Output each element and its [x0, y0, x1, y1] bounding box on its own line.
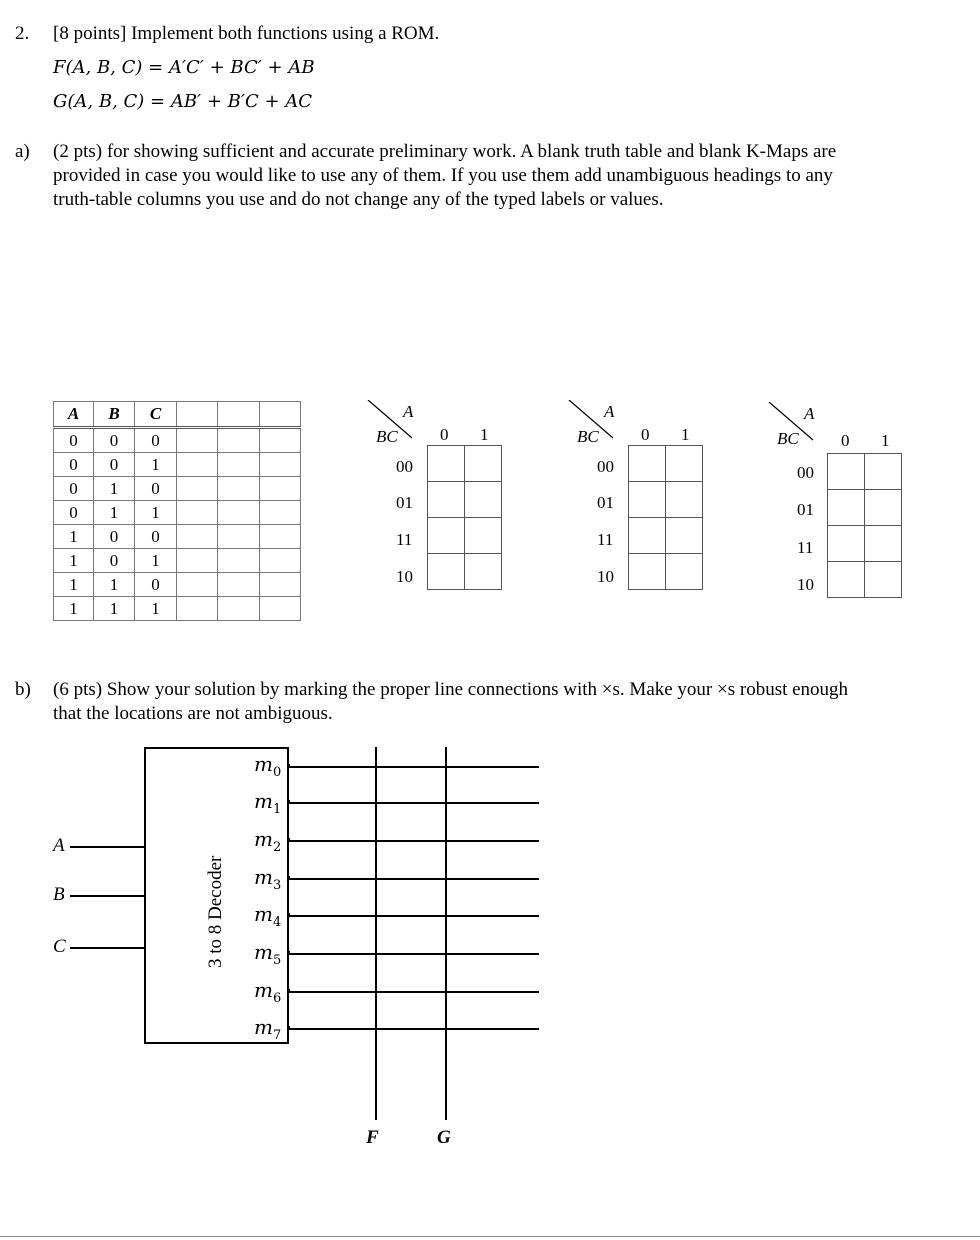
header-blank-3[interactable] [260, 402, 301, 428]
problem-number: 2. [15, 23, 30, 44]
cell: 0 [135, 525, 177, 549]
output-line-m2[interactable] [288, 840, 539, 842]
kmap-3 [767, 402, 907, 612]
kmap-row-10: 10 [396, 567, 413, 586]
truth-table [53, 401, 301, 621]
output-m3-label: $m_3$ [254, 865, 282, 893]
output-line-g[interactable] [445, 747, 447, 1120]
problem-title: [8 points] Implement both functions using a ROM. [53, 23, 440, 44]
blank-cell[interactable] [218, 573, 260, 597]
blank-cell[interactable] [218, 428, 260, 453]
blank-cell[interactable] [260, 549, 301, 573]
kmap-row-11: 11 [597, 530, 614, 549]
output-line-m0[interactable] [288, 766, 539, 768]
kmap-1 [366, 400, 506, 610]
part-b-label: b) [15, 679, 31, 700]
cell: 1 [94, 477, 135, 501]
cell: 0 [94, 549, 135, 573]
cell: 1 [135, 597, 177, 621]
kmap-row-11: 11 [797, 538, 814, 557]
cell: 1 [135, 453, 177, 477]
kmap-side-var: BC [376, 427, 398, 446]
kmap-row-10: 10 [597, 567, 614, 586]
cell: 1 [135, 501, 177, 525]
kmap-row-01: 01 [597, 493, 614, 512]
input-a-label: A [53, 835, 65, 856]
blank-cell[interactable] [260, 428, 301, 453]
cell: 1 [94, 573, 135, 597]
output-m6-label: $m_6$ [254, 978, 282, 1006]
input-b-line [70, 895, 145, 897]
output-line-m5[interactable] [288, 953, 539, 955]
output-line-m4[interactable] [288, 915, 539, 917]
decoder-title: 3 to 8 Decoder [205, 855, 226, 968]
kmap-grid[interactable] [427, 445, 502, 590]
header-a: A [54, 402, 94, 428]
cell: 1 [54, 597, 94, 621]
blank-cell[interactable] [177, 549, 218, 573]
input-a-line [70, 846, 145, 848]
output-f-label: F [366, 1127, 379, 1148]
blank-cell[interactable] [260, 573, 301, 597]
kmap-row-00: 00 [597, 457, 614, 476]
cell: 1 [54, 525, 94, 549]
kmap-col-1: 1 [881, 431, 890, 450]
kmap-2 [567, 400, 707, 610]
output-m7-label: $m_7$ [254, 1015, 282, 1043]
header-c: C [135, 402, 177, 428]
cell: 0 [135, 428, 177, 453]
table-row [54, 501, 301, 525]
table-row [54, 573, 301, 597]
cell: 0 [54, 453, 94, 477]
table-row [54, 597, 301, 621]
output-line-f[interactable] [375, 747, 377, 1120]
output-line-m7[interactable] [288, 1028, 539, 1030]
blank-cell[interactable] [218, 477, 260, 501]
output-m4-label: $m_4$ [254, 902, 282, 930]
page-bottom-rule [0, 1236, 980, 1237]
header-b: B [94, 402, 135, 428]
blank-cell[interactable] [218, 597, 260, 621]
cell: 0 [135, 573, 177, 597]
table-row [54, 549, 301, 573]
cell: 0 [94, 453, 135, 477]
kmap-row-01: 01 [797, 500, 814, 519]
equation-f: F(A, B, C) = A′C′ + BC′ + AB [53, 57, 315, 78]
cell: 1 [135, 549, 177, 573]
table-row [54, 477, 301, 501]
output-m0-label: $m_0$ [254, 752, 282, 780]
blank-cell[interactable] [177, 597, 218, 621]
cell: 1 [54, 549, 94, 573]
kmap-top-var: A [804, 404, 815, 423]
cell: 1 [94, 597, 135, 621]
table-row [54, 453, 301, 477]
kmap-top-var: A [604, 402, 615, 421]
equation-g: G(A, B, C) = AB′ + B′C + AC [53, 91, 313, 112]
kmap-col-0: 0 [841, 431, 850, 450]
cell: 0 [94, 428, 135, 453]
output-m5-label: $m_5$ [254, 940, 282, 968]
blank-cell[interactable] [177, 477, 218, 501]
blank-cell[interactable] [177, 428, 218, 453]
kmap-row-00: 00 [396, 457, 413, 476]
blank-cell[interactable] [177, 573, 218, 597]
blank-cell[interactable] [218, 549, 260, 573]
part-a-line-2: provided in case you would like to use any of them. If you use them add unambiguous headings to any [53, 165, 833, 186]
cell: 0 [54, 477, 94, 501]
kmap-row-11: 11 [396, 530, 413, 549]
part-a-line-3: truth-table columns you use and do not change any of the typed labels or values. [53, 189, 664, 210]
output-line-m3[interactable] [288, 878, 539, 880]
cell: 1 [54, 573, 94, 597]
blank-cell[interactable] [177, 525, 218, 549]
blank-cell[interactable] [260, 525, 301, 549]
part-a-line-1: (2 pts) for showing sufficient and accurate preliminary work. A blank truth table and blank K-Maps are [53, 141, 837, 162]
input-c-label: C [53, 936, 66, 957]
cell: 0 [94, 525, 135, 549]
kmap-grid[interactable] [827, 453, 902, 598]
blank-cell[interactable] [260, 477, 301, 501]
table-row [54, 428, 301, 453]
kmap-row-10: 10 [797, 575, 814, 594]
kmap-side-var: BC [577, 427, 599, 446]
header-blank-1[interactable] [177, 402, 218, 428]
cell: 0 [54, 501, 94, 525]
kmap-row-00: 00 [797, 463, 814, 482]
cell: 1 [94, 501, 135, 525]
kmap-side-var: BC [777, 429, 799, 448]
truth-table-header [54, 402, 301, 428]
part-b-line-1: (6 pts) Show your solution by marking the proper line connections with ×s. Make your ×s robust enough [53, 679, 849, 700]
kmap-col-0: 0 [440, 425, 449, 444]
output-g-label: G [437, 1127, 451, 1148]
part-b-line-2: that the locations are not ambiguous. [53, 703, 333, 724]
table-row [54, 525, 301, 549]
kmap-row-01: 01 [396, 493, 413, 512]
blank-cell[interactable] [218, 453, 260, 477]
part-a-label: a) [15, 141, 30, 162]
blank-cell[interactable] [218, 525, 260, 549]
input-c-line [70, 947, 145, 949]
blank-cell[interactable] [177, 453, 218, 477]
output-m2-label: $m_2$ [254, 827, 282, 855]
cell: 0 [54, 428, 94, 453]
blank-cell[interactable] [218, 501, 260, 525]
input-b-label: B [53, 884, 65, 905]
kmap-col-0: 0 [641, 425, 650, 444]
blank-cell[interactable] [260, 453, 301, 477]
output-line-m1[interactable] [288, 802, 539, 804]
cell: 0 [135, 477, 177, 501]
kmap-grid[interactable] [628, 445, 703, 590]
blank-cell[interactable] [260, 501, 301, 525]
output-line-m6[interactable] [288, 991, 539, 993]
blank-cell[interactable] [177, 501, 218, 525]
kmap-col-1: 1 [480, 425, 489, 444]
header-blank-2[interactable] [218, 402, 260, 428]
kmap-top-var: A [403, 402, 414, 421]
blank-cell[interactable] [260, 597, 301, 621]
output-m1-label: $m_1$ [254, 789, 282, 817]
kmap-col-1: 1 [681, 425, 690, 444]
